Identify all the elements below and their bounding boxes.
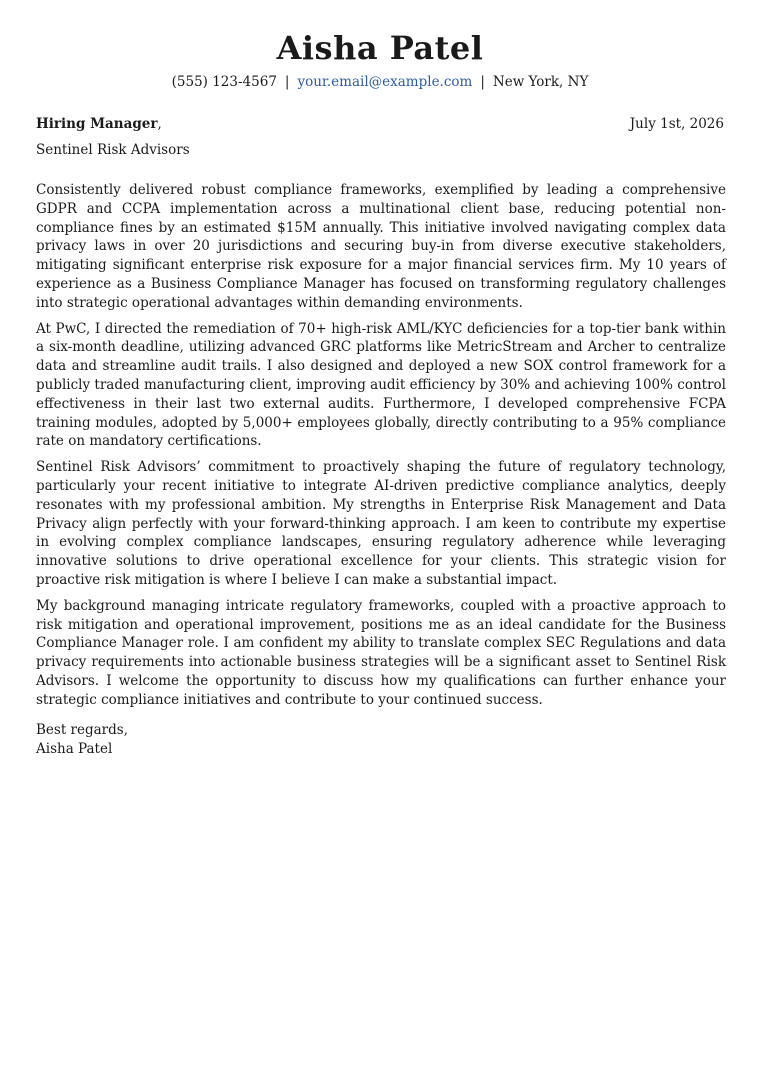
applicant-name: Aisha Patel	[276, 29, 484, 67]
contact-line	[0, 73, 760, 91]
body-paragraph: At PwC, I directed the remediation of 70+ high-risk AML/KYC deficiencies for a top-tier bank within a six-month deadline, utilizing advanced GRC platforms like MetricStream and Archer to centralize data and streamline audit trails. I also designed and deployed a new SOX control framework for a publicly traded manufacturing client, improving audit efficiency by 30% and achieving 100% control effectiveness in their last two external audits. Furthermore, I developed comprehensive FCPA training modules, adopted by 5,000+ employees globally, directly contributing to a 95% compliance rate on mandatory certifications.	[36, 320, 726, 450]
location: New York, NY	[492, 74, 589, 90]
recipient-salutation: Hiring Manager	[36, 116, 158, 132]
email-link[interactable]: your.email@example.com	[297, 74, 473, 90]
body-paragraph: Consistently delivered robust compliance frameworks, exemplified by leading a comprehensive GDPR and CCPA implementation across a multinational client base, reducing potential non-compliance fines by an estimated $15M annually. This initiative involved navigating complex data privacy laws in over 20 jurisdictions and securing buy-in from diverse executive stakeholders, mitigating significant enterprise risk exposure for a major financial services firm. My 10 years of experience as a Business Compliance Manager has focused on transforming regulatory challenges into strategic operational advantages within demanding environments.	[36, 182, 726, 311]
contact-separator: |	[284, 74, 290, 90]
letter-body	[36, 181, 726, 717]
body-paragraph: Sentinel Risk Advisors’ commitment to proactively shaping the future of regulatory technology, particularly your recent initiative to integrate AI-driven predictive compliance analytics, deeply resonates with my professional ambition. My strengths in Enterprise Risk Management and Data Privacy align perfectly with your forward-thinking approach. I am keen to contribute my expertise in evolving complex compliance landscapes, ensuring regulatory adherence while leveraging innovative solutions to drive operational excellence for your clients. This strategic vision for proactive risk mitigation is where I believe I can make a substantial impact.	[36, 459, 726, 588]
sign-off: Best regards,	[36, 722, 129, 738]
letter-date: July 1st, 2026	[629, 116, 724, 132]
signature: Aisha Patel	[36, 740, 113, 757]
body-paragraph: My background managing intricate regulatory frameworks, coupled with a proactive approach to risk mitigation and operational improvement, positions me as an ideal candidate for the Business Compliance Manager role. I am confident my ability to translate complex SEC Regulations and data privacy requirements into actionable business strategies will be a significant asset to Sentinel Risk Advisors. I welcome the opportunity to discuss how my qualifications can further enhance your strategic compliance initiatives and contribute to your continued success.	[36, 597, 726, 708]
salutation-comma: ,	[157, 116, 162, 132]
letter-closing	[36, 721, 128, 759]
recipient-row	[36, 115, 724, 133]
recipient-company: Sentinel Risk Advisors	[36, 142, 190, 158]
contact-separator: |	[480, 74, 485, 90]
phone-number: (555) 123-4567	[171, 74, 277, 90]
